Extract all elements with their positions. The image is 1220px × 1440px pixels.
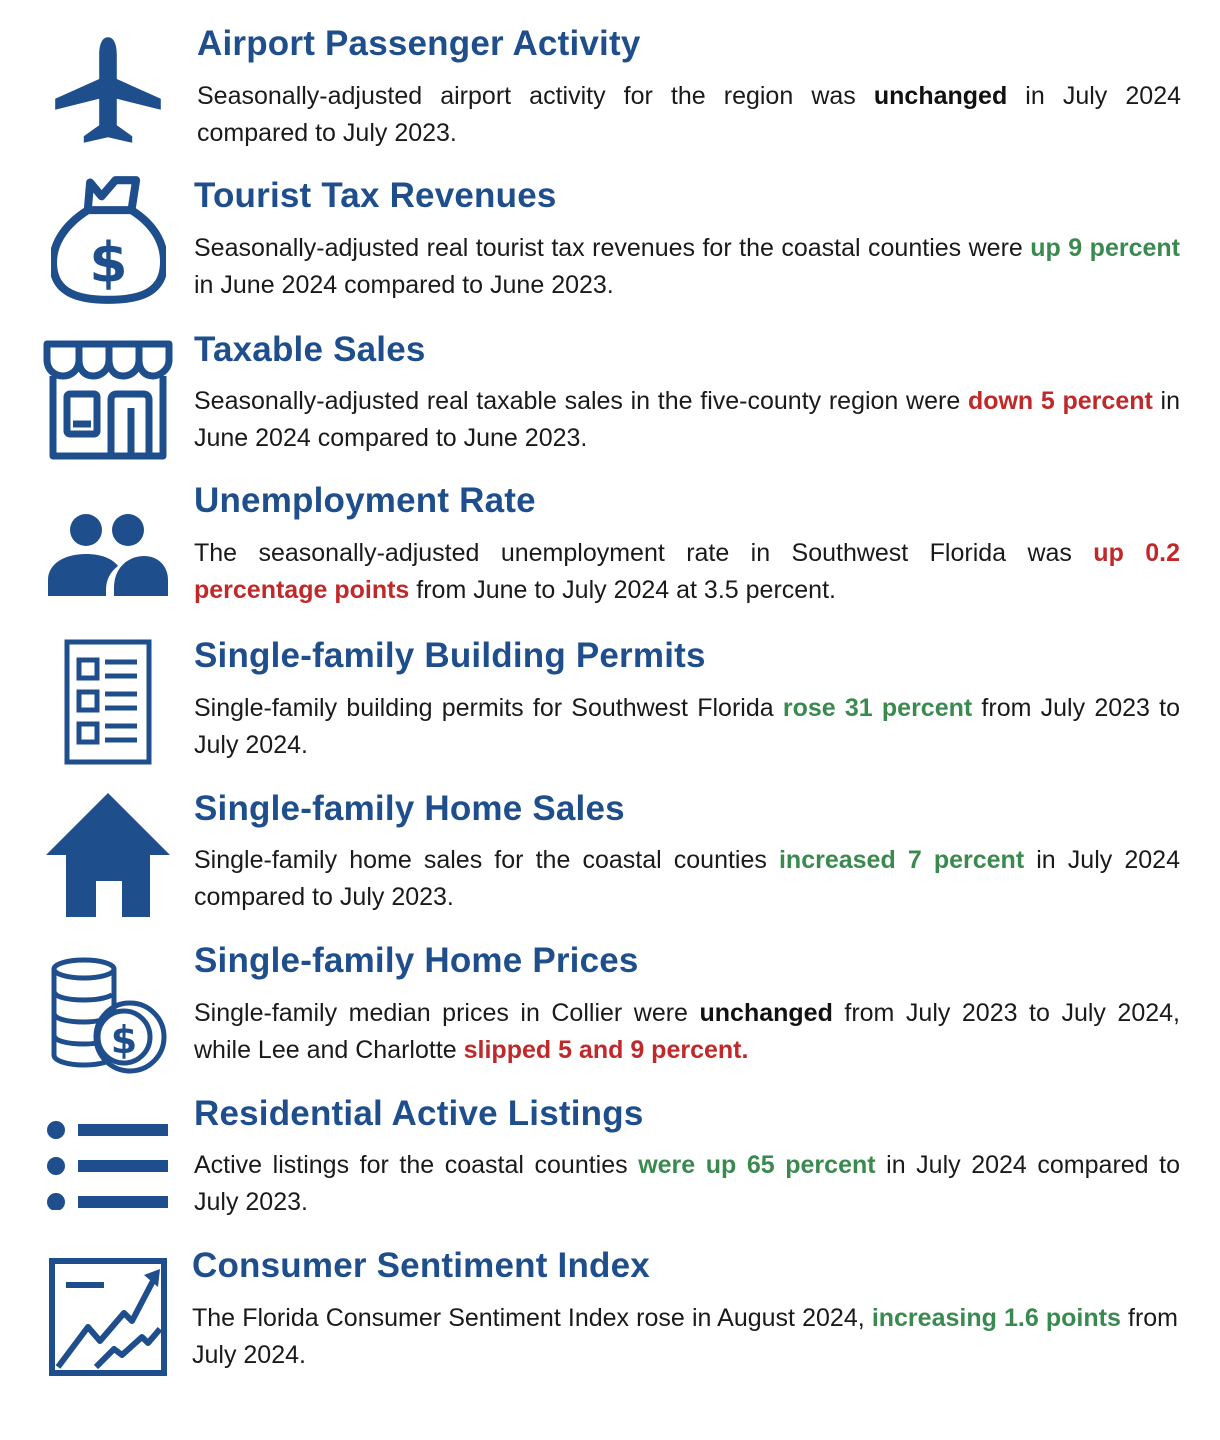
money-bag-icon bbox=[38, 175, 178, 305]
section-description: Single-family median prices in Collier were unchanged from July 2023 to July 2024, while Lee and Charlotte slipped 5 and 9 percent. bbox=[194, 999, 1180, 1064]
section-title: Residential Active Listings bbox=[194, 1094, 644, 1133]
house-icon bbox=[38, 790, 178, 920]
bullet-list-icon bbox=[38, 1100, 178, 1230]
section-title: Consumer Sentiment Index bbox=[192, 1246, 650, 1285]
section-description: Seasonally-adjusted airport activity for the region was unchanged in July 2024 compared to July 2023. bbox=[197, 82, 1181, 147]
section-title: Airport Passenger Activity bbox=[197, 24, 641, 63]
svg-text:$: $ bbox=[110, 1018, 138, 1062]
section-title: Tourist Tax Revenues bbox=[194, 176, 557, 215]
svg-text:$: $ bbox=[88, 231, 128, 296]
coins-icon bbox=[38, 950, 178, 1080]
section-title: Single-family Building Permits bbox=[194, 636, 706, 675]
section-title: Taxable Sales bbox=[194, 330, 426, 369]
section-title: Unemployment Rate bbox=[194, 481, 536, 520]
trend-chart-icon bbox=[38, 1252, 178, 1382]
section-title: Single-family Home Prices bbox=[194, 941, 639, 980]
section-description: The Florida Consumer Sentiment Index rose in August 2024, increasing 1.6 points from July 2024. bbox=[192, 1304, 1179, 1369]
section-description: The seasonally-adjusted unemployment rate in Southwest Florida was up 0.2 percentage points from June to July 2024 at 3.5 percent. bbox=[194, 539, 1180, 604]
checklist-icon bbox=[38, 637, 178, 767]
people-icon bbox=[38, 490, 178, 620]
section-title: Single-family Home Sales bbox=[194, 789, 625, 828]
airplane-icon bbox=[38, 25, 178, 155]
section-description: Seasonally-adjusted real taxable sales in the five-county region were down 5 percent in June 2024 compared to June 2023. bbox=[194, 387, 1180, 452]
section-description: Single-family home sales for the coastal counties increased 7 percent in July 2024 compared to July 2023. bbox=[194, 846, 1180, 911]
section-description: Active listings for the coastal counties were up 65 percent in July 2024 compared to July 2023. bbox=[194, 1151, 1180, 1216]
section-description: Seasonally-adjusted real tourist tax revenues for the coastal counties were up 9 percent in June 2024 compared to June 2023. bbox=[194, 234, 1180, 299]
storefront-icon bbox=[38, 335, 178, 465]
section-description: Single-family building permits for Southwest Florida rose 31 percent from July 2023 to July 2024. bbox=[194, 694, 1180, 759]
